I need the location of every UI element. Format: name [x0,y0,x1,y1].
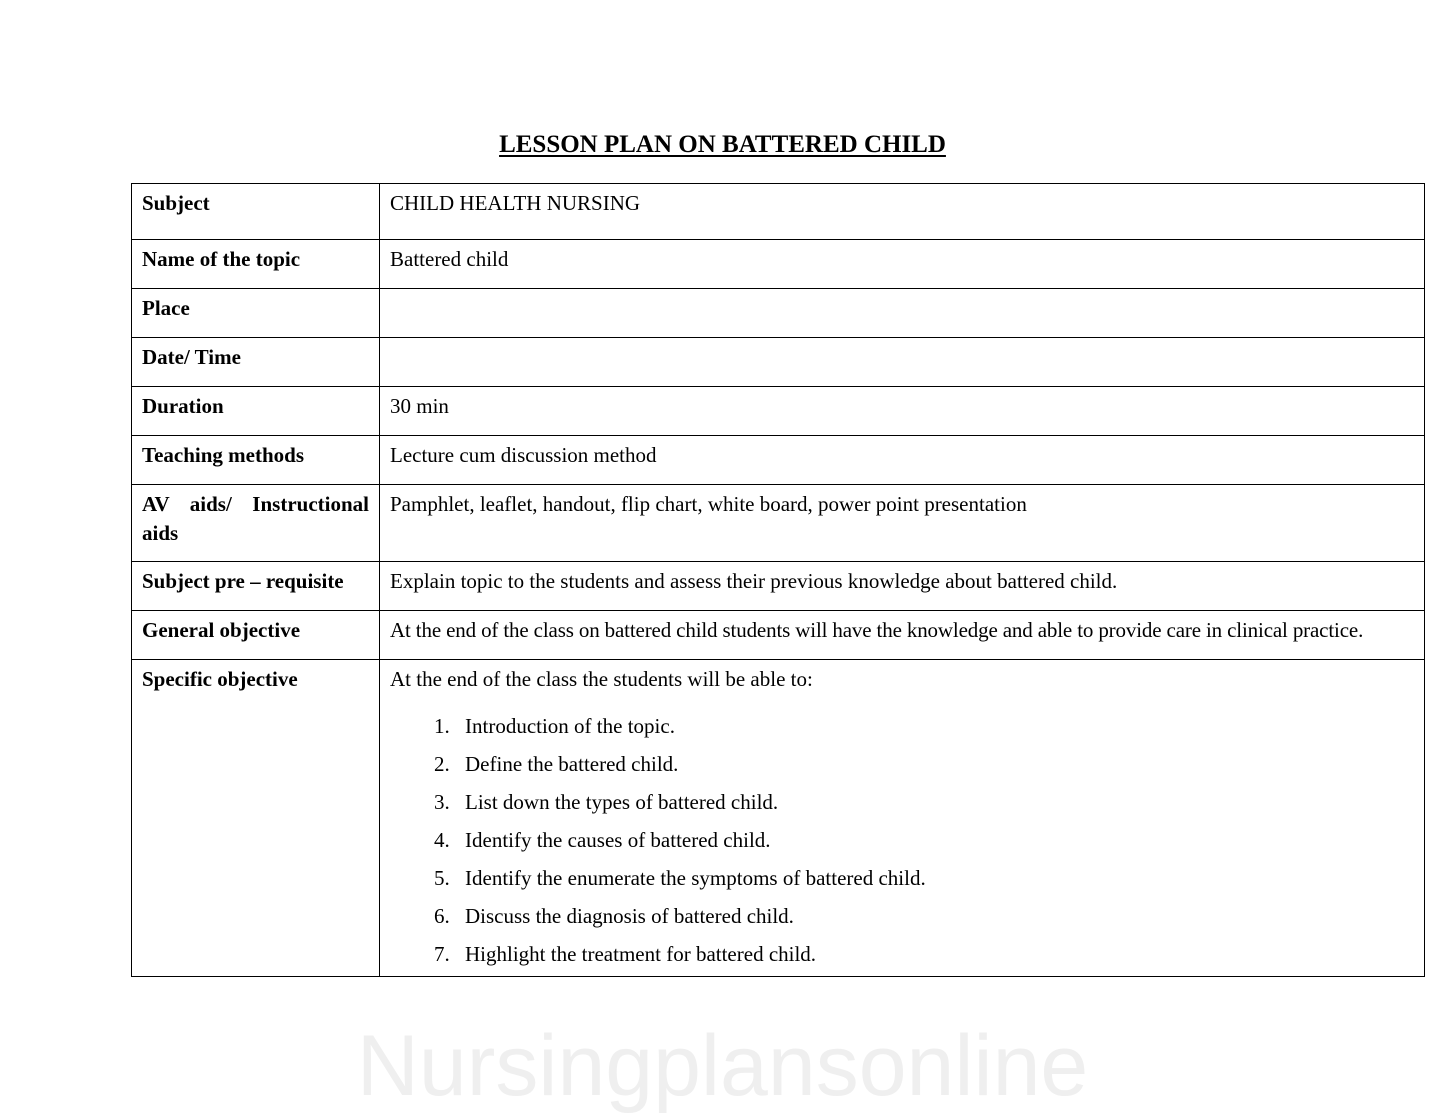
row-value-duration: 30 min [380,387,1425,436]
list-item: 6. Discuss the diagnosis of battered child. [455,897,1414,935]
table-row [132,562,1425,611]
table-row [132,289,1425,338]
list-item: 4. Identify the causes of battered child. [455,821,1414,859]
table-row [132,184,1425,240]
specific-objective-intro: At the end of the class the students will be able to: [390,667,813,691]
table-row [132,436,1425,485]
row-value-subject: CHILD HEALTH NURSING [380,184,1425,240]
table-row [132,387,1425,436]
row-value-topic: Battered child [380,240,1425,289]
specific-objective-list [390,707,1414,973]
lesson-plan-table [131,183,1425,977]
row-label-av-aids: AV aids/ Instructional aids [132,485,380,562]
list-item: 5. Identify the enumerate the symptoms of battered child. [455,859,1414,897]
list-item: 3. List down the types of battered child. [455,783,1414,821]
row-label-duration: Duration [132,387,380,436]
row-label-general-objective: General objective [132,611,380,660]
table-row [132,240,1425,289]
row-value-teaching-methods: Lecture cum discussion method [380,436,1425,485]
list-item: 2. Define the battered child. [455,745,1414,783]
table-row [132,485,1425,562]
table-row [132,338,1425,387]
row-label-topic: Name of the topic [132,240,380,289]
page-title: LESSON PLAN ON BATTERED CHILD [499,131,946,158]
watermark: Nursingplansonline [356,1018,1089,1114]
row-value-specific-objective [380,660,1425,977]
row-label-subject: Subject [132,184,380,240]
table-row [132,611,1425,660]
row-label-place: Place [132,289,380,338]
row-label-date-time: Date/ Time [132,338,380,387]
row-value-av-aids: Pamphlet, leaflet, handout, flip chart, white board, power point presentation [380,485,1425,562]
table-row [132,660,1425,977]
row-value-place [380,289,1425,338]
row-value-prerequisite: Explain topic to the students and assess their previous knowledge about battered child. [380,562,1425,611]
row-label-prerequisite: Subject pre – requisite [132,562,380,611]
row-label-teaching-methods: Teaching methods [132,436,380,485]
list-item: 1. Introduction of the topic. [455,707,1414,745]
row-value-general-objective: At the end of the class on battered child students will have the knowledge and able to provide care in clinical practice. [380,611,1425,660]
row-label-specific-objective: Specific objective [132,660,380,977]
list-item: 7. Highlight the treatment for battered child. [455,935,1414,973]
row-value-date-time [380,338,1425,387]
